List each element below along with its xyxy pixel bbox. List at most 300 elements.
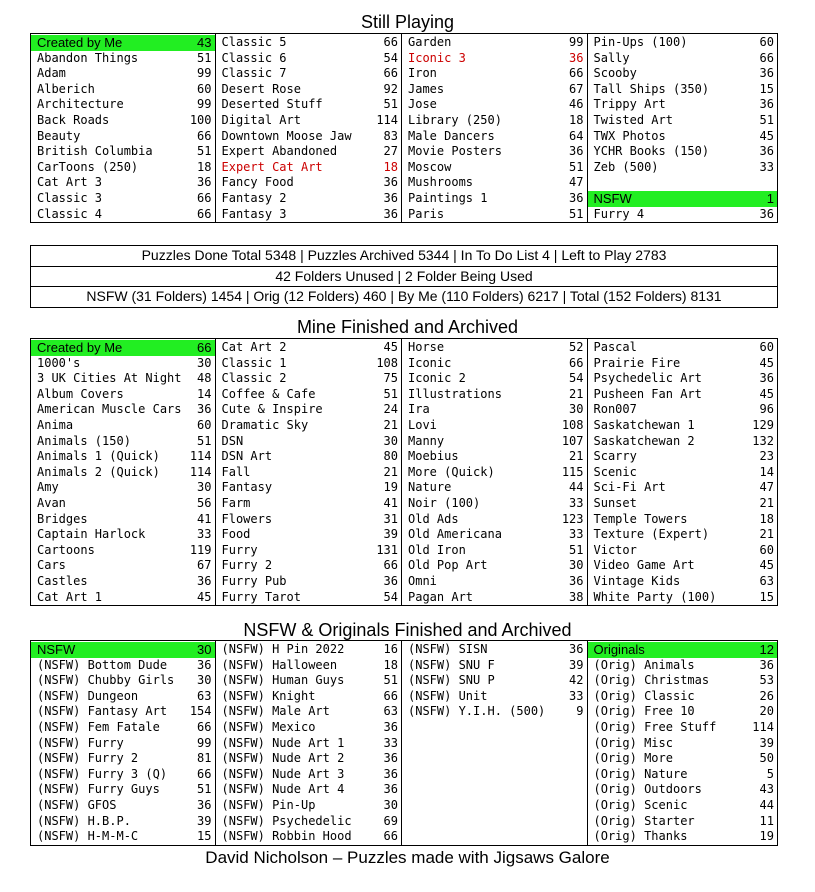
folder-row [31,465,215,481]
folder-row [588,590,777,606]
folder-row [31,160,215,176]
folder-count: 114 [752,719,774,734]
folder-name: Victor [593,542,637,557]
folder-name: White Party (100) [593,589,717,604]
folder-name: Iconic [408,355,452,370]
folder-row [588,736,777,752]
folder-name: Temple Towers [593,511,688,526]
folder-row [588,356,777,372]
folder-row [588,160,777,176]
folder-count: 45 [759,128,774,143]
folder-name: Alberich [37,81,95,96]
folder-row [31,82,215,98]
folder-count: 18 [197,159,212,174]
folder-name: More (Quick) [408,464,495,479]
folder-column [402,339,588,605]
folder-row [31,371,215,387]
folder-count: 45 [759,386,774,401]
folder-count: 99 [569,35,584,49]
folder-row [31,558,215,574]
footer-credit: David Nicholson – Puzzles made with Jigsaws Galore [205,848,610,867]
folder-count: 36 [569,190,584,205]
folder-name: Digital Art [221,112,301,127]
folder-row [216,658,402,674]
folder-name: Amy [37,480,59,495]
folder-row [216,160,402,176]
folder-count: 51 [383,673,398,688]
folder-row [402,51,587,67]
folder-count: 30 [197,642,212,657]
folder-row [31,751,215,767]
folder-name: (Orig) Free 10 [593,704,695,719]
still-playing-title: Still Playing [360,12,455,32]
folder-count: 15 [759,81,774,96]
folder-row [588,418,777,434]
folder-name: Omni [408,573,437,588]
folder-column [216,34,403,222]
folder-count: 33 [569,688,584,703]
folder-count: 27 [383,144,398,159]
folder-row [402,175,587,191]
folder-row [402,160,587,176]
folder-count: 23 [759,449,774,464]
folder-count: 1 [766,190,774,206]
folder-count: 36 [197,573,212,588]
folder-name: (NSFW) SNU P [408,673,495,688]
folder-count: 66 [759,50,774,65]
folder-row [216,642,402,658]
folder-count: 63 [197,688,212,703]
folder-name: Furry Tarot [221,589,301,604]
folder-column [402,34,588,222]
folder-row [216,97,402,113]
folder-row [216,689,402,705]
folder-row [402,480,587,496]
folder-name: (NSFW) Mexico [221,719,316,734]
folder-row [402,371,587,387]
folder-count: 36 [383,175,398,190]
folder-count: 36 [197,402,212,417]
folder-count: 63 [383,704,398,719]
folder-count: 131 [376,542,398,557]
folder-row [588,704,777,720]
folder-row [31,97,215,113]
folder-name: (NSFW) SISN [408,642,488,656]
folder-name: Texture (Expert) [593,527,710,542]
folder-count: 18 [759,511,774,526]
folder-count: 75 [383,371,398,386]
folder-row [588,558,777,574]
folder-row [588,512,777,528]
group-header-row [31,35,215,51]
folder-name: Fantasy 3 [221,206,287,221]
folder-name: Saskatchewan 1 [593,417,695,432]
folder-count: 15 [759,589,774,604]
folder-name: Ira [408,402,430,417]
folder-row [588,66,777,82]
folder-name: Mushrooms [408,175,474,190]
folder-name: Trippy Art [593,97,666,112]
folder-count: 51 [197,50,212,65]
folder-count: 30 [383,433,398,448]
folder-row [402,418,587,434]
folder-name: Farm [221,495,251,510]
folder-row [402,543,587,559]
folder-count: 48 [197,371,212,386]
folder-count: 36 [759,657,774,672]
folder-name: NSFW [593,190,632,206]
folder-name: (NSFW) GFOS [37,797,117,812]
folder-row [216,736,402,752]
folder-count: 50 [759,751,774,766]
folder-name: Classic 4 [37,206,103,221]
folder-count: 33 [569,495,584,510]
folder-name: Psychedelic Art [593,371,702,386]
folder-name: Prairie Fire [593,355,681,370]
folder-count: 33 [197,527,212,542]
folder-name: (Orig) More [593,751,673,766]
folder-name: British Columbia [37,144,153,159]
summary-box [30,245,778,308]
folder-count: 38 [569,589,584,604]
group-header-row [588,191,777,207]
folder-name: Paintings 1 [408,190,488,205]
folder-row [31,798,215,814]
folder-count: 81 [197,751,212,766]
folder-count: 43 [759,782,774,797]
folder-name: Avan [37,495,66,510]
folder-row [31,543,215,559]
folder-count: 14 [197,386,212,401]
folder-name: TWX Photos [593,128,666,143]
folder-row [402,191,587,207]
summary-breakdown: NSFW (31 Folders) 1454 | Orig (12 Folders) 460 | By Me (110 Folders) 6217 | Total (152 Folders) 8131 [86,288,722,304]
folder-row [588,387,777,403]
folder-count: 66 [383,35,398,49]
folder-count: 36 [569,50,584,65]
folder-column [402,641,588,845]
folder-count: 44 [759,797,774,812]
folder-column [588,339,777,605]
folder-name: Bridges [37,511,88,526]
folder-row [31,704,215,720]
folder-name: Manny [408,433,445,448]
folder-row [588,340,777,356]
folder-row [31,66,215,82]
folder-name: Furry [221,542,258,557]
folder-row [31,356,215,372]
folder-row [31,113,215,129]
folder-row [216,767,402,783]
folder-name: Pascal [593,340,637,354]
folder-name: CarToons (250) [37,159,139,174]
folder-count: 119 [189,542,212,557]
folder-name: Fantasy [221,480,273,495]
folder-name: DSN [221,433,244,448]
folder-name: Classic 7 [221,66,287,81]
folder-row [31,175,215,191]
folder-count: 54 [383,589,398,604]
folder-row [402,642,587,658]
folder-row [31,829,215,845]
folder-row [31,496,215,512]
folder-count: 56 [197,495,212,510]
summary-folders: 42 Folders Unused | 2 Folder Being Used [31,267,777,288]
folder-name: Jose [408,97,437,112]
folder-row [216,574,402,590]
folder-row [588,35,777,51]
folder-count: 45 [197,589,212,604]
folder-count: 44 [569,480,584,495]
folder-count: 21 [759,495,774,510]
folder-row [31,449,215,465]
folder-count: 46 [569,97,584,112]
folder-count: 60 [759,35,774,49]
folder-row [402,144,587,160]
folder-name: (NSFW) Fantasy Art [37,704,168,719]
folder-count: 60 [759,542,774,557]
folder-count: 66 [197,206,212,221]
folder-count: 66 [197,340,212,355]
folder-count: 80 [383,449,398,464]
folder-name: (NSFW) Chubby Girls [37,673,175,688]
folder-row [588,689,777,705]
folder-count: 114 [376,112,398,127]
folder-count: 16 [383,642,398,656]
folder-row [31,434,215,450]
folder-row [216,340,402,356]
folder-row [402,658,587,674]
folder-row [31,720,215,736]
folder-count: 36 [759,144,774,159]
folder-name: Dramatic Sky [221,417,309,432]
folder-count: 52 [569,340,584,354]
folder-count: 54 [383,50,398,65]
folder-row [588,144,777,160]
folder-name: (Orig) Starter [593,813,695,828]
folder-row [588,543,777,559]
folder-count: 92 [383,81,398,96]
folder-name: Scooby [593,66,637,81]
folder-count: 41 [197,511,212,526]
folder-name: Cars [37,558,66,573]
folder-count: 21 [569,449,584,464]
folder-name: Old Pop Art [408,558,488,573]
folder-count: 33 [569,527,584,542]
folder-count: 18 [569,112,584,127]
folder-count: 36 [383,782,398,797]
folder-row [216,751,402,767]
folder-name: Adam [37,66,66,81]
folder-name: Originals [593,642,645,657]
folder-name: Classic 6 [221,50,287,65]
folder-name: Animals (150) [37,433,131,448]
folder-row [588,402,777,418]
folder-count: 36 [759,66,774,81]
folder-name: Desert Rose [221,81,301,96]
folder-count: 5 [766,766,774,781]
folder-column [588,641,777,845]
folder-name: Old Iron [408,542,466,557]
mine-finished-table [30,338,778,606]
folder-count: 45 [383,340,398,354]
folder-count: 115 [561,464,584,479]
folder-name: Cat Art 3 [37,175,103,190]
folder-count: 41 [383,495,398,510]
folder-row [31,51,215,67]
folder-row [402,207,587,223]
folder-count: 30 [197,355,212,370]
folder-name: 1000's [37,355,81,370]
folder-row [216,480,402,496]
folder-name: (NSFW) Male Art [221,704,330,719]
folder-count: 19 [759,829,774,844]
folder-count: 51 [197,144,212,159]
folder-column [216,339,403,605]
folder-name: Downtown Moose Jaw [221,128,352,143]
folder-name: Animals 2 (Quick) [37,464,160,479]
folder-name: Garden [408,35,452,49]
folder-name: Saskatchewan 2 [593,433,695,448]
folder-count: 30 [197,480,212,495]
folder-row [588,496,777,512]
nsfw-finished-title: NSFW & Originals Finished and Archived [243,620,572,640]
folder-count: 51 [569,206,584,221]
folder-row [588,434,777,450]
folder-name: (NSFW) Psychedelic [221,813,352,828]
folder-name: Iconic 2 [408,371,466,386]
folder-count: 132 [752,433,774,448]
folder-name: Video Game Art [593,558,695,573]
folder-count: 51 [759,112,774,127]
folder-row [216,558,402,574]
folder-row [216,175,402,191]
folder-name: Twisted Art [593,112,673,127]
folder-row [216,496,402,512]
folder-name: (NSFW) Nude Art 4 [221,782,345,797]
folder-row [402,66,587,82]
folder-count: 15 [197,829,212,844]
folder-column [31,339,216,605]
folder-row [402,574,587,590]
folder-name: Food [221,527,251,542]
folder-count: 33 [383,735,398,750]
folder-row [31,814,215,830]
folder-name: Fancy Food [221,175,294,190]
folder-name: (NSFW) Knight [221,688,316,703]
folder-name: Castles [37,573,88,588]
folder-count: 21 [759,527,774,542]
folder-row [31,480,215,496]
folder-row [588,814,777,830]
folder-row [31,590,215,606]
folder-row [31,689,215,705]
folder-column [31,641,216,845]
folder-count: 43 [197,35,212,50]
folder-row [216,704,402,720]
folder-row [588,82,777,98]
folder-name: Nature [408,480,452,495]
folder-count: 51 [383,386,398,401]
folder-count: 36 [383,190,398,205]
folder-row [588,798,777,814]
folder-row [216,418,402,434]
folder-name: Classic 5 [221,35,287,49]
folder-count: 9 [576,704,584,719]
folder-count: 114 [189,449,212,464]
folder-name: Fantasy 2 [221,190,287,205]
folder-row [31,387,215,403]
folder-row [216,35,402,51]
folder-name: Cat Art 1 [37,589,103,604]
folder-row [216,387,402,403]
folder-name: (NSFW) Unit [408,688,488,703]
folder-name: 3 UK Cities At Night [37,371,182,386]
folder-row [31,527,215,543]
folder-count: 99 [197,97,212,112]
folder-name: Coffee & Cafe [221,386,316,401]
folder-name: Illustrations [408,386,502,401]
folder-row [588,782,777,798]
folder-count: 51 [383,97,398,112]
folder-row [588,51,777,67]
folder-count: 33 [759,159,774,174]
folder-row [588,751,777,767]
folder-count: 51 [197,782,212,797]
still-playing-table [30,33,778,223]
folder-column [31,34,216,222]
folder-count: 51 [197,433,212,448]
folder-row [31,207,215,223]
folder-name: Created by Me [37,340,123,355]
folder-count: 66 [197,719,212,734]
folder-count: 47 [569,175,584,190]
folder-row [216,829,402,845]
folder-row [216,51,402,67]
folder-name: Anima [37,417,74,432]
folder-count: 30 [569,402,584,417]
folder-count: 21 [383,464,398,479]
folder-name: (Orig) Nature [593,766,688,781]
folder-count: 12 [759,642,774,657]
folder-name: Pusheen Fan Art [593,386,702,401]
folder-name: Fall [221,464,251,479]
folder-column [216,641,403,845]
folder-row [31,574,215,590]
folder-name: Sunset [593,495,637,510]
folder-name: (NSFW) Furry 2 [37,751,139,766]
folder-count: 36 [569,144,584,159]
folder-row [216,82,402,98]
folder-count: 45 [759,355,774,370]
folder-row [588,658,777,674]
folder-name: Deserted Stuff [221,97,323,112]
folder-count: 26 [759,688,774,703]
folder-row [588,371,777,387]
folder-name: Cat Art 2 [221,340,287,354]
folder-count: 36 [197,175,212,190]
folder-row [216,402,402,418]
folder-row [402,590,587,606]
folder-name: Noir (100) [408,495,481,510]
folder-row [31,658,215,674]
folder-count: 69 [383,813,398,828]
folder-count: 51 [569,542,584,557]
folder-name: Created by Me [37,35,123,50]
folder-count: 36 [569,573,584,588]
folder-count: 129 [752,417,774,432]
folder-count: 39 [569,657,584,672]
